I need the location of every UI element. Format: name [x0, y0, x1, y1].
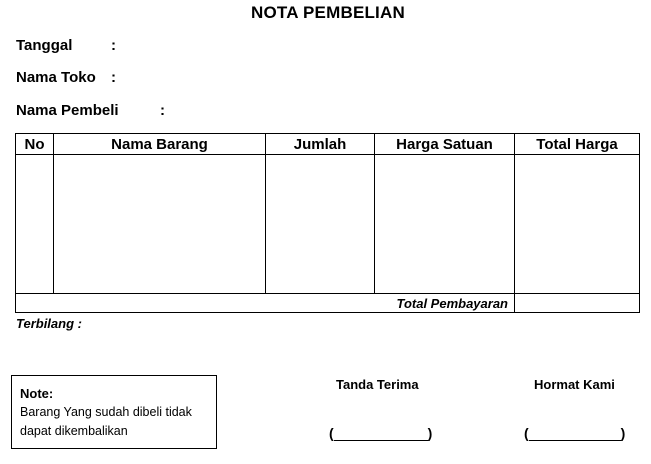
- field-label-nama-toko: Nama Toko: [16, 69, 96, 86]
- field-colon-tanggal: :: [111, 37, 116, 54]
- column-header-jumlah: Jumlah: [266, 134, 375, 155]
- column-header-total-harga: Total Harga: [515, 134, 640, 155]
- open-paren: (: [329, 425, 334, 441]
- field-colon-nama-pembeli: :: [160, 102, 165, 119]
- note-box: [11, 375, 217, 449]
- total-pembayaran-label: Total Pembayaran: [16, 294, 515, 313]
- field-label-nama-pembeli: Nama Pembeli: [16, 102, 119, 119]
- tanda-terima-label: Tanda Terima: [336, 377, 419, 392]
- note-text-line-2: dapat dikembalikan: [20, 424, 128, 438]
- open-paren: (: [524, 425, 529, 441]
- total-pembayaran-value: [515, 294, 640, 313]
- column-header-harga-satuan: Harga Satuan: [375, 134, 515, 155]
- table-header-row: [16, 134, 640, 155]
- items-table: [15, 133, 640, 313]
- tanda-terima-signature-line: [329, 425, 432, 441]
- note-text-line-1: Barang Yang sudah dibeli tidak: [20, 405, 192, 419]
- table-body-row: [16, 155, 640, 294]
- field-colon-nama-toko: :: [111, 69, 116, 86]
- cell-harga-satuan: [375, 155, 515, 294]
- signature-underline: [334, 426, 428, 441]
- cell-jumlah: [266, 155, 375, 294]
- table-total-row: [16, 294, 640, 313]
- hormat-kami-signature-line: [524, 425, 625, 441]
- column-header-nama-barang: Nama Barang: [54, 134, 266, 155]
- document-title: NOTA PEMBELIAN: [251, 3, 405, 22]
- close-paren: ): [620, 425, 626, 441]
- column-header-no: No: [16, 134, 54, 155]
- note-title: Note:: [20, 386, 54, 401]
- cell-total-harga: [515, 155, 640, 294]
- close-paren: ): [427, 425, 433, 441]
- cell-no: [16, 155, 54, 294]
- terbilang-label: Terbilang :: [16, 316, 82, 331]
- hormat-kami-label: Hormat Kami: [534, 377, 615, 392]
- cell-nama-barang: [54, 155, 266, 294]
- signature-underline: [529, 426, 621, 441]
- field-label-tanggal: Tanggal: [16, 37, 73, 54]
